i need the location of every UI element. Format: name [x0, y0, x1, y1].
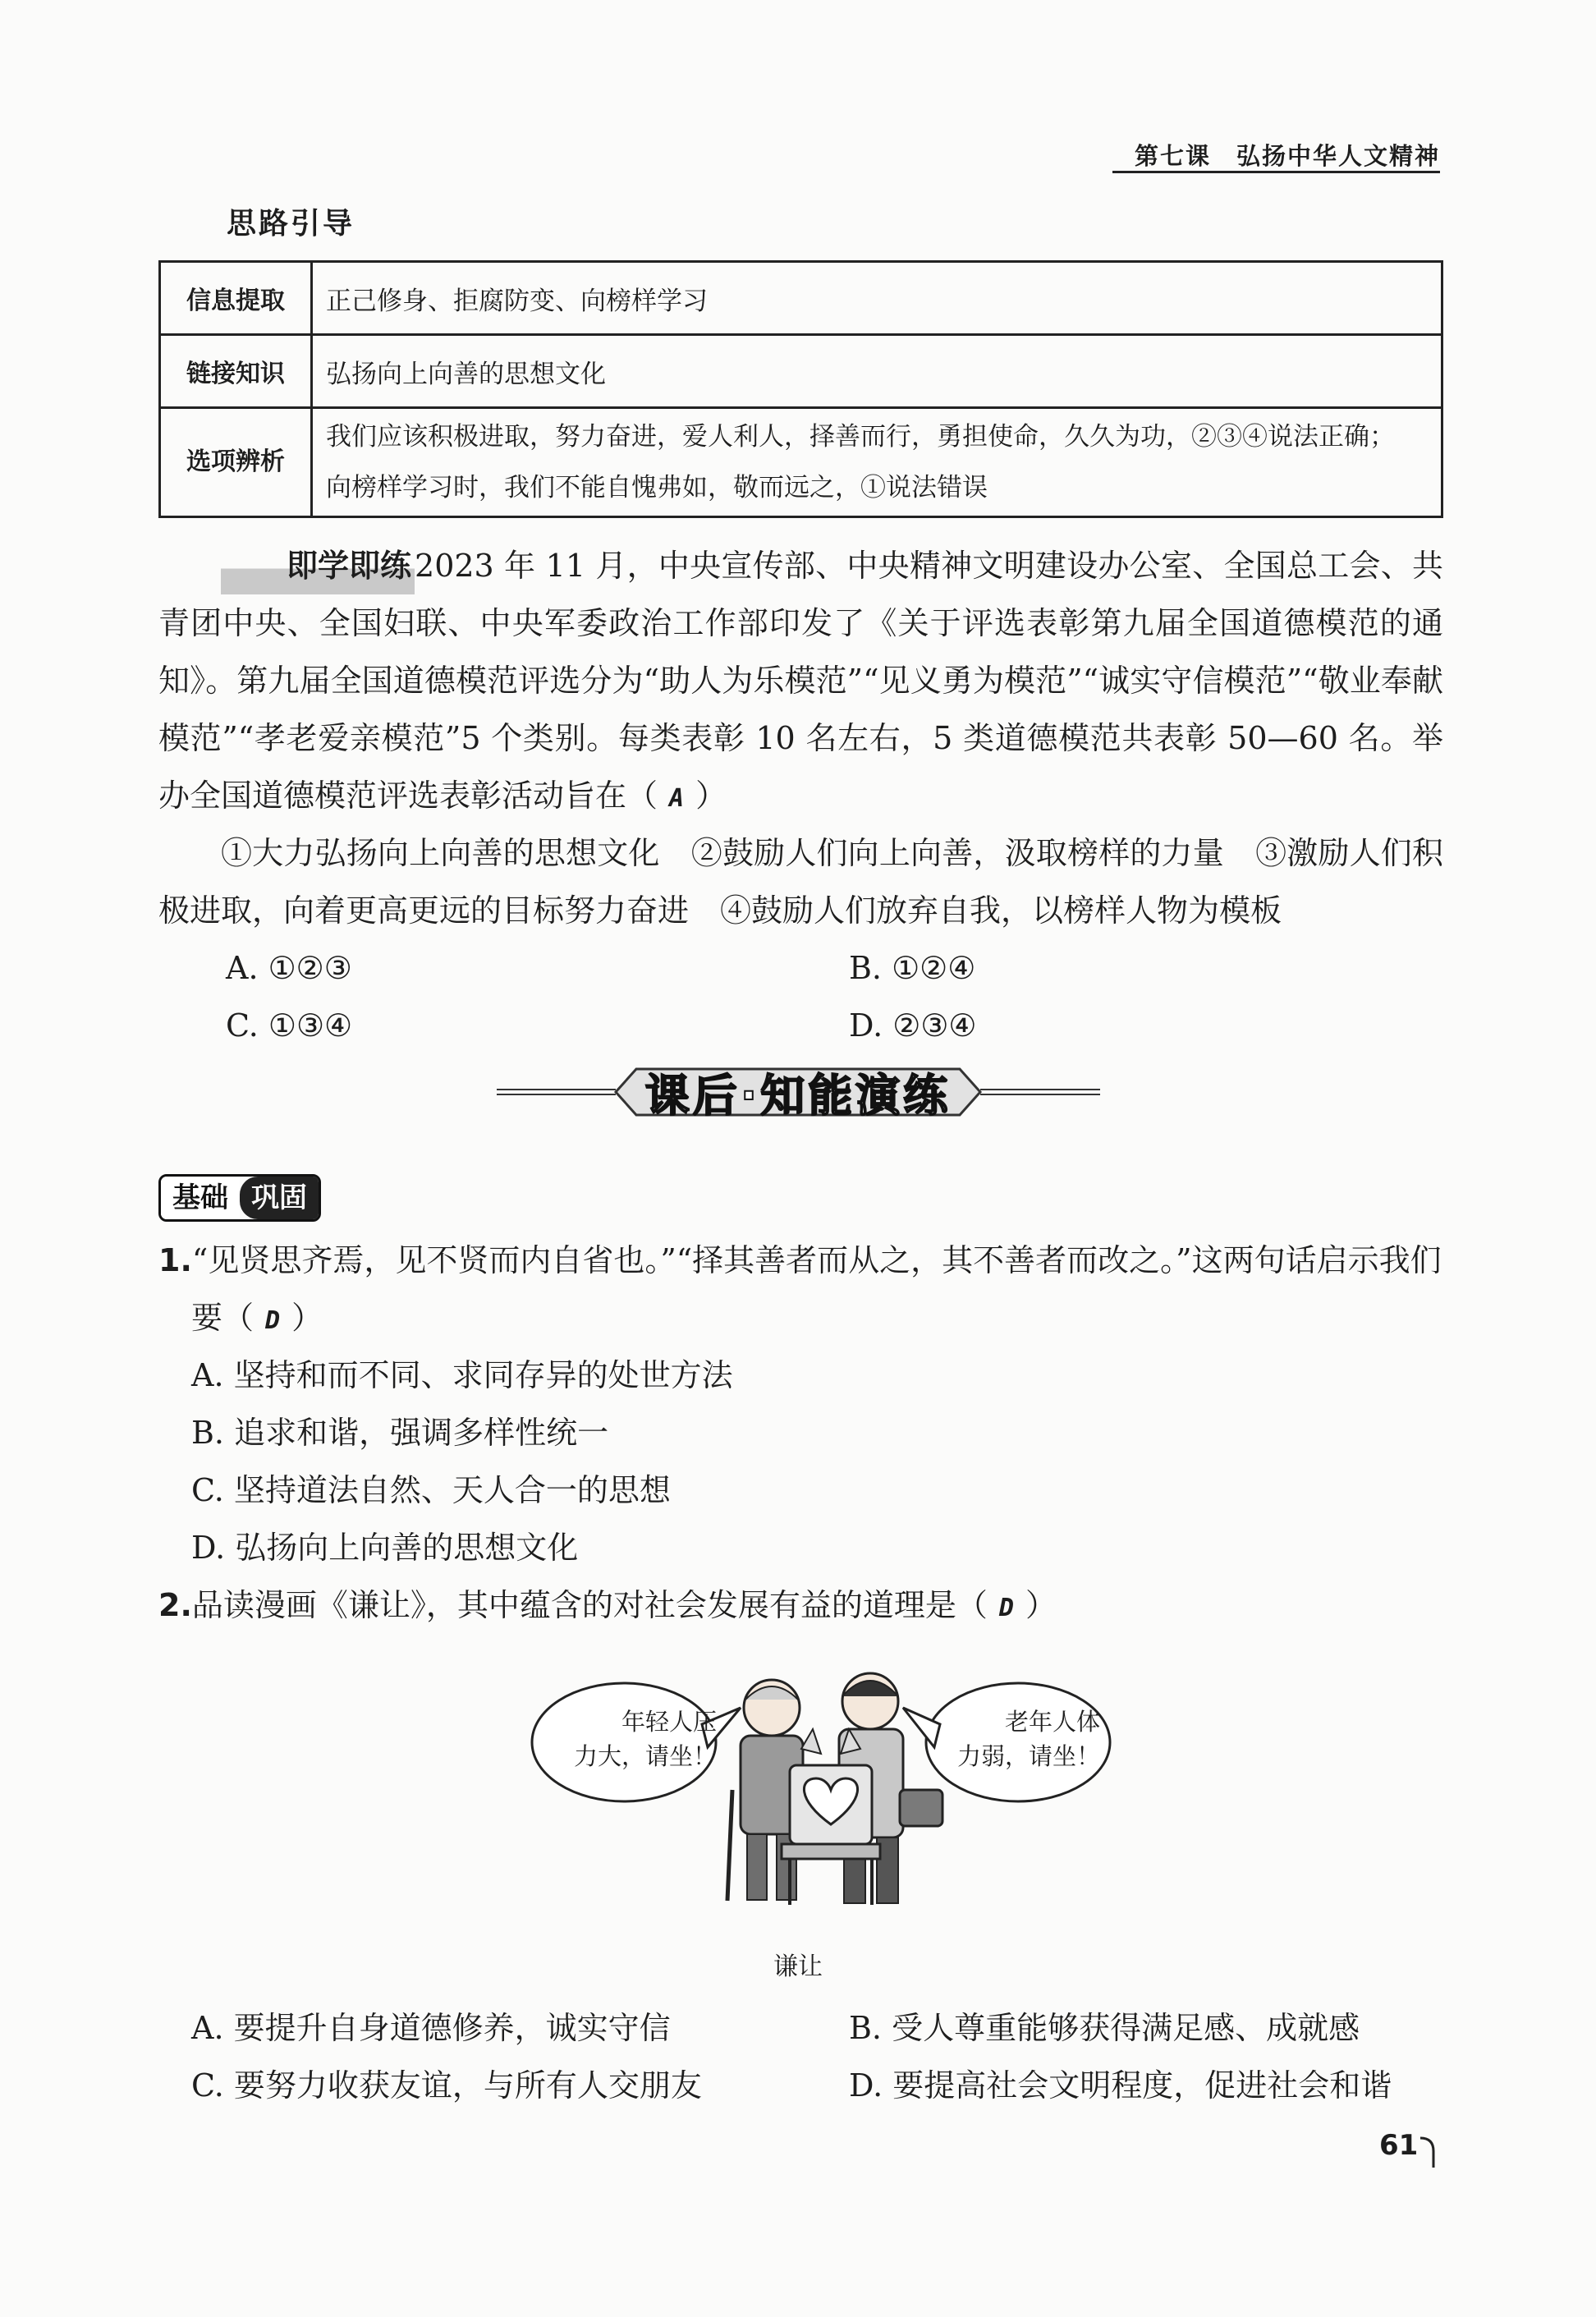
row-value [312, 408, 1442, 517]
page-number: 61 [1379, 2129, 1419, 2162]
answer-mark: D [265, 1306, 281, 1335]
question-text: “见贤思齐焉，见不贤而内自省也。”“择其善者而从之，其不善者而改之。”这两句话启示我们要（ [191, 1242, 1442, 1336]
table-row [160, 408, 1442, 517]
paren-close: ） [1025, 1587, 1057, 1623]
running-header: 第七课 弘扬中华人文精神 [1134, 142, 1440, 170]
section-banner-title: 课后·知能演练 [644, 1070, 952, 1122]
row-value: 正己修身、拒腐防变、向榜样学习 [312, 262, 1442, 335]
bubble-right [936, 1704, 1100, 1773]
bubble-right-line: 老年人体 [1004, 1708, 1100, 1736]
practice-tag: 即学即练 [221, 537, 415, 594]
option-c: C. ①③④ [226, 1007, 353, 1044]
row-value: 弘扬向上向善的思想文化 [312, 335, 1442, 408]
question-text: 品读漫画《谦让》，其中蕴含的对社会发展有益的道理是（ [191, 1587, 988, 1623]
practice-paragraph [158, 537, 1443, 828]
option-b: B. ①②④ [849, 950, 976, 986]
answer-mark: A [669, 784, 685, 813]
row-key: 选项辨析 [160, 408, 312, 517]
practice-text: 2023 年 11 月，中央宣传部、中央精神文明建设办公室、全国总工会、共青团中央、全国妇联、中央军委政治工作部印发了《关于评选表彰第九届全国道德模范的通知》。第九届全国道德模范评选分为“助人为乐模范”“见义勇为模范”“诚实守信模范”“敬业奉献模范”“孝老爱亲模范”5 个类别。每类表彰 10 名左右，5 类道德模范共表彰 50—60 名。举办全国道德模范评选表彰活动旨在（ [158, 548, 1443, 814]
page-number-bracket [1417, 2135, 1442, 2171]
q1-option-a: A. 坚持和而不同、求同存异的处世方法 [191, 1357, 733, 1393]
statements-paragraph: ①大力弘扬向上向善的思想文化 ②鼓励人们向上向善，汲取榜样的力量 ③激励人们积极进取，向着更高更远的目标努力奋进 ④鼓励人们放弃自我，以榜样人物为模板 [158, 835, 1443, 929]
guide-heading: 思路引导 [227, 207, 355, 241]
bubble-left-line: 力大，请坐！ [573, 1742, 717, 1770]
guide-table [158, 260, 1443, 518]
paren-close: ） [695, 778, 727, 814]
row-key: 链接知识 [160, 335, 312, 408]
cartoon-illustration [525, 1650, 1117, 1921]
badge-right: 巩固 [240, 1177, 319, 1219]
badge-left: 基础 [161, 1177, 240, 1219]
question-number: 2. [158, 1587, 192, 1623]
answer-mark: D [998, 1594, 1014, 1622]
q1-option-c: C. 坚持道法自然、天人合一的思想 [191, 1472, 671, 1508]
bubble-right-line: 力弱，请坐！ [956, 1742, 1100, 1770]
paren-close: ） [291, 1300, 323, 1336]
section-badge [158, 1174, 321, 1222]
question-2 [158, 1576, 1443, 1637]
option-d: D. ②③④ [849, 1007, 977, 1044]
q2-option-c: C. 要努力收获友谊，与所有人交朋友 [191, 2067, 702, 2104]
table-row [160, 262, 1442, 335]
q2-option-a: A. 要提升自身道德修养，诚实守信 [191, 2010, 671, 2046]
header-rule [1112, 171, 1440, 173]
bubble-left [544, 1704, 717, 1773]
option-a: A. ①②③ [226, 950, 352, 986]
question-1 [158, 1232, 1443, 1350]
cartoon-caption: 谦让 [773, 1952, 823, 1981]
question-number: 1. [158, 1242, 192, 1278]
row-key: 信息提取 [160, 262, 312, 335]
q2-option-d: D. 要提高社会文明程度，促进社会和谐 [849, 2067, 1392, 2104]
q2-option-b: B. 受人尊重能够获得满足感、成就感 [849, 2010, 1360, 2046]
table-row [160, 335, 1442, 408]
bubble-left-line: 年轻人压 [621, 1708, 717, 1736]
row-value-line: 我们应该积极进取，努力奋进，爱人利人，择善而行，勇担使命，久久为功，②③④说法正确； [326, 422, 1395, 452]
q1-option-d: D. 弘扬向上向善的思想文化 [191, 1530, 579, 1566]
row-value-line: 向榜样学习时，我们不能自愧弗如，敬而远之，①说法错误 [326, 473, 988, 502]
q1-option-b: B. 追求和谐，强调多样性统一 [191, 1415, 609, 1451]
